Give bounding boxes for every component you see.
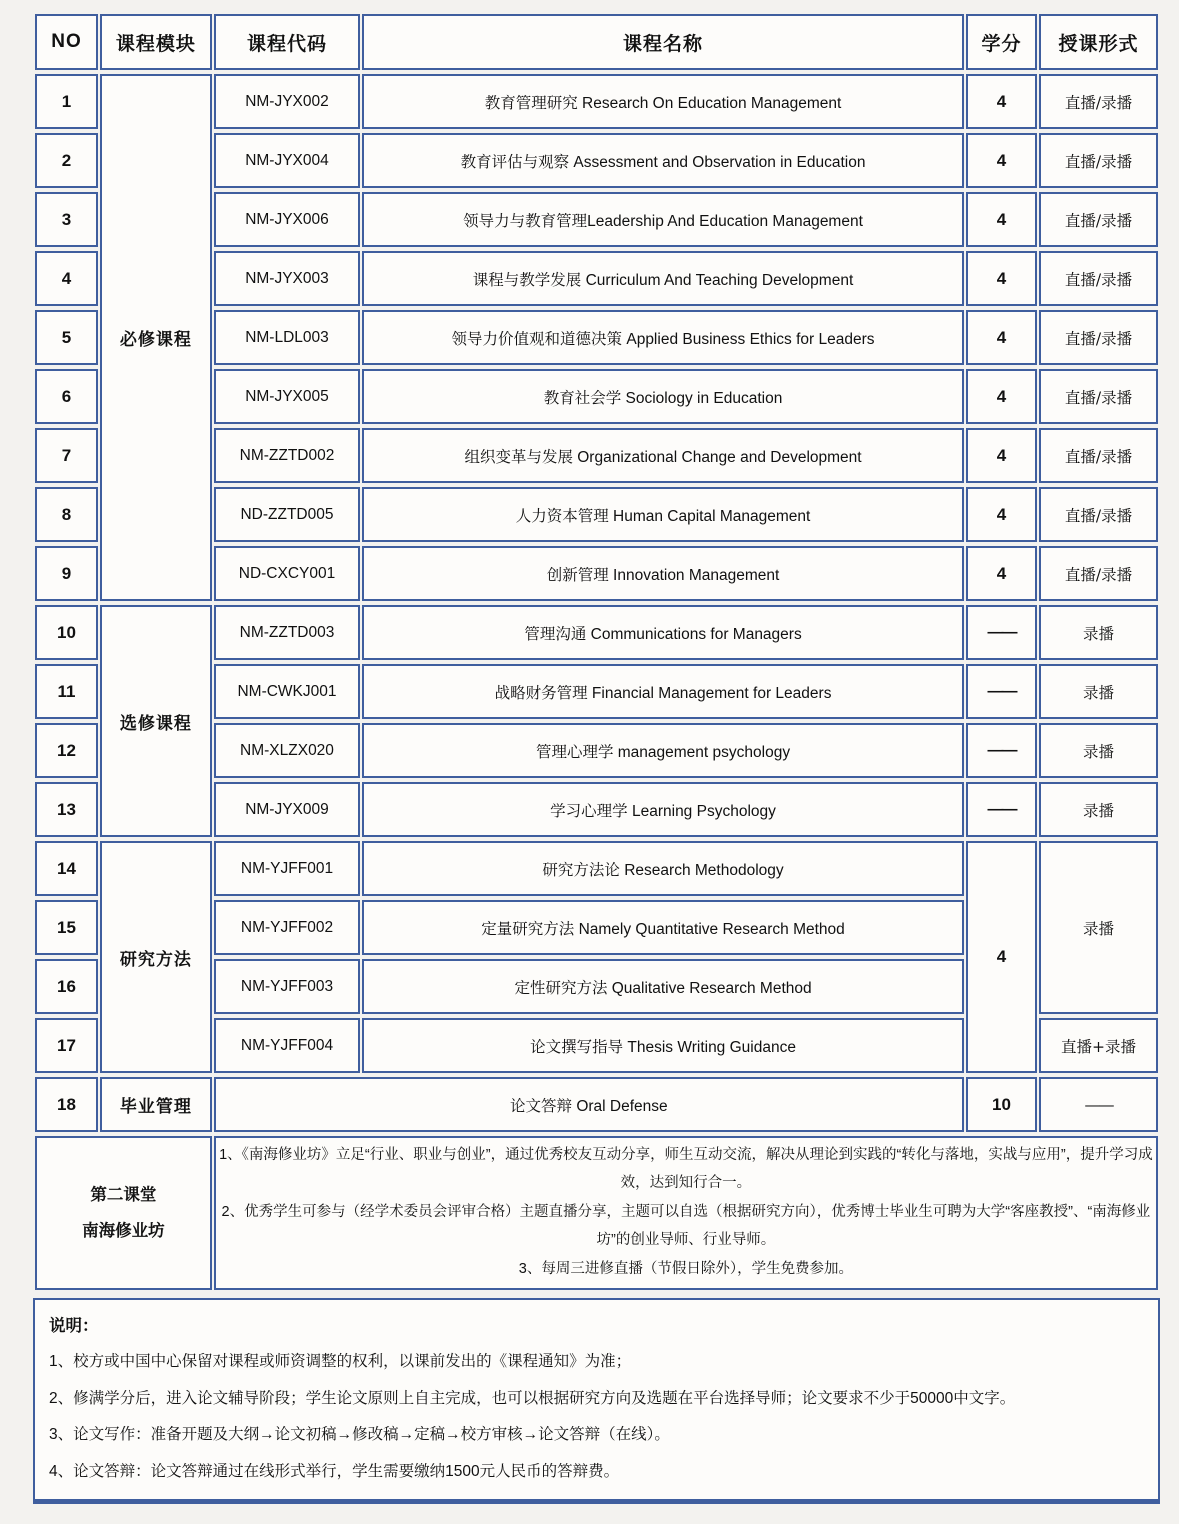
course-name: 组织变革与发展 Organizational Change and Development (362, 428, 964, 483)
notes-item: 1、校方或中国中心保留对课程或师资调整的权利，以课前发出的《课程通知》为准； (49, 1353, 632, 1370)
course-credits: 4 (966, 487, 1037, 542)
course-code: NM-JYX004 (214, 133, 360, 188)
course-credits: —— (966, 605, 1037, 660)
course-name: 学习心理学 Learning Psychology (362, 782, 964, 837)
header-credits: 学分 (966, 14, 1037, 70)
course-no: 15 (35, 900, 98, 955)
course-format: 直播/录播 (1039, 74, 1158, 129)
course-code: NM-JYX009 (214, 782, 360, 837)
course-name: 管理沟通 Communications for Managers (362, 605, 964, 660)
course-format: 录播 (1039, 664, 1158, 719)
table-row (35, 74, 1158, 129)
course-code: NM-YJFF001 (214, 841, 360, 896)
notes-section (33, 1298, 1160, 1504)
course-format: 录播 (1039, 723, 1158, 778)
course-no: 6 (35, 369, 98, 424)
course-format: 录播 (1039, 782, 1158, 837)
course-credits: 10 (966, 1077, 1037, 1132)
course-format: 直播/录播 (1039, 546, 1158, 601)
course-no: 16 (35, 959, 98, 1014)
course-code: NM-JYX006 (214, 192, 360, 247)
course-no: 10 (35, 605, 98, 660)
notes-item: 2、修满学分后，进入论文辅导阶段；学生论文原则上自主完成，也可以根据研究方向及选题在平台选择导师；论文要求不少于50000中文字。 (49, 1389, 1016, 1407)
course-no: 1 (35, 74, 98, 129)
second-classroom-item: 3、每周三进修直播（节假日除外），学生免费参加。 (518, 1261, 854, 1278)
course-no: 4 (35, 251, 98, 306)
course-name: 创新管理 Innovation Management (362, 546, 964, 601)
course-name: 教育管理研究 Research On Education Management (362, 74, 964, 129)
header-no: NO (35, 14, 98, 70)
course-format: 直播/录播 (1039, 487, 1158, 542)
course-code: NM-YJFF003 (214, 959, 360, 1014)
course-credits: —— (966, 664, 1037, 719)
course-no: 3 (35, 192, 98, 247)
course-no: 5 (35, 310, 98, 365)
course-name: 研究方法论 Research Methodology (362, 841, 964, 896)
header-module: 课程模块 (100, 14, 212, 70)
course-format: 直播/录播 (1039, 192, 1158, 247)
course-credits-merged: 4 (966, 841, 1037, 1073)
course-table (33, 10, 1160, 1294)
course-code: ND-ZZTD005 (214, 487, 360, 542)
course-code: NM-XLZX020 (214, 723, 360, 778)
course-no: 12 (35, 723, 98, 778)
second-classroom-row (35, 1136, 1158, 1290)
course-credits: 4 (966, 428, 1037, 483)
second-classroom-item: 1、《南海修业坊》立足“行业、职业与创业”，通过优秀校友互动分享，师生互动交流，解决从理论到实践的“转化与落地，实战与应用”，提升学习成效，达到知行合一。 (219, 1147, 1153, 1191)
second-classroom-label-line2: 南海修业坊 (82, 1222, 165, 1240)
module-label-elective: 选修课程 (100, 605, 212, 837)
course-credits: —— (966, 782, 1037, 837)
course-name: 教育社会学 Sociology in Education (362, 369, 964, 424)
module-label-required: 必修课程 (100, 74, 212, 601)
notes-title: 说明： (49, 1317, 99, 1335)
table-row (35, 605, 1158, 660)
table-row (35, 841, 1158, 896)
course-no: 2 (35, 133, 98, 188)
course-credits: —— (966, 723, 1037, 778)
course-credits: 4 (966, 251, 1037, 306)
course-name: 战略财务管理 Financial Management for Leaders (362, 664, 964, 719)
course-code: NM-ZZTD003 (214, 605, 360, 660)
course-name: 定量研究方法 Namely Quantitative Research Method (362, 900, 964, 955)
course-name: 领导力与教育管理Leadership And Education Management (362, 192, 964, 247)
course-format: 录播 (1039, 605, 1158, 660)
table-row (35, 1077, 1158, 1132)
course-code: NM-JYX005 (214, 369, 360, 424)
second-classroom-item: 2、优秀学生可参与（经学术委员会评审合格）主题直播分享，主题可以自选（根据研究方向），优秀博士毕业生可聘为大学“客座教授”、“南海修业坊”的创业导师、行业导师。 (221, 1204, 1151, 1248)
course-code: NM-LDL003 (214, 310, 360, 365)
course-format: —— (1039, 1077, 1158, 1132)
course-code: NM-JYX002 (214, 74, 360, 129)
header-code: 课程代码 (214, 14, 360, 70)
course-code: ND-CXCY001 (214, 546, 360, 601)
course-name: 管理心理学 management psychology (362, 723, 964, 778)
course-format: 直播/录播 (1039, 428, 1158, 483)
second-classroom-content (214, 1136, 1158, 1290)
course-format: 直播/录播 (1039, 369, 1158, 424)
course-format: 直播/录播 (1039, 251, 1158, 306)
course-name: 定性研究方法 Qualitative Research Method (362, 959, 964, 1014)
course-no: 11 (35, 664, 98, 719)
course-format: 直播/录播 (1039, 310, 1158, 365)
course-no: 13 (35, 782, 98, 837)
course-credits: 4 (966, 546, 1037, 601)
notes-item: 4、论文答辩：论文答辩通过在线形式举行，学生需要缴纳1500元人民币的答辩费。 (49, 1463, 620, 1481)
header-name: 课程名称 (362, 14, 964, 70)
course-credits: 4 (966, 369, 1037, 424)
course-name: 人力资本管理 Human Capital Management (362, 487, 964, 542)
header-format: 授课形式 (1039, 14, 1158, 70)
course-code: NM-JYX003 (214, 251, 360, 306)
course-no: 14 (35, 841, 98, 896)
course-credits: 4 (966, 310, 1037, 365)
course-name: 教育评估与观察 Assessment and Observation in Education (362, 133, 964, 188)
course-no: 8 (35, 487, 98, 542)
course-code: NM-CWKJ001 (214, 664, 360, 719)
course-no: 9 (35, 546, 98, 601)
course-credits: 4 (966, 133, 1037, 188)
course-code: NM-YJFF004 (214, 1018, 360, 1073)
course-name: 论文撰写指导 Thesis Writing Guidance (362, 1018, 964, 1073)
module-label-research: 研究方法 (100, 841, 212, 1073)
course-name: 领导力价值观和道德决策 Applied Business Ethics for Leaders (362, 310, 964, 365)
course-code: NM-ZZTD002 (214, 428, 360, 483)
course-no: 7 (35, 428, 98, 483)
notes-item: 3、论文写作：准备开题及大纲→论文初稿→修改稿→定稿→校方审核→论文答辩（在线）。 (49, 1426, 670, 1444)
course-format: 直播+录播 (1039, 1018, 1158, 1073)
course-name: 论文答辩 Oral Defense (214, 1077, 964, 1132)
course-code: NM-YJFF002 (214, 900, 360, 955)
second-classroom-label (35, 1136, 212, 1290)
course-format: 直播/录播 (1039, 133, 1158, 188)
course-no: 18 (35, 1077, 98, 1132)
module-label-graduation: 毕业管理 (100, 1077, 212, 1132)
course-credits: 4 (966, 74, 1037, 129)
second-classroom-label-line1: 第二课堂 (90, 1185, 157, 1204)
course-format-merged: 录播 (1039, 841, 1158, 1014)
course-no: 17 (35, 1018, 98, 1073)
course-credits: 4 (966, 192, 1037, 247)
course-name: 课程与教学发展 Curriculum And Teaching Development (362, 251, 964, 306)
table-header-row (35, 14, 1158, 70)
